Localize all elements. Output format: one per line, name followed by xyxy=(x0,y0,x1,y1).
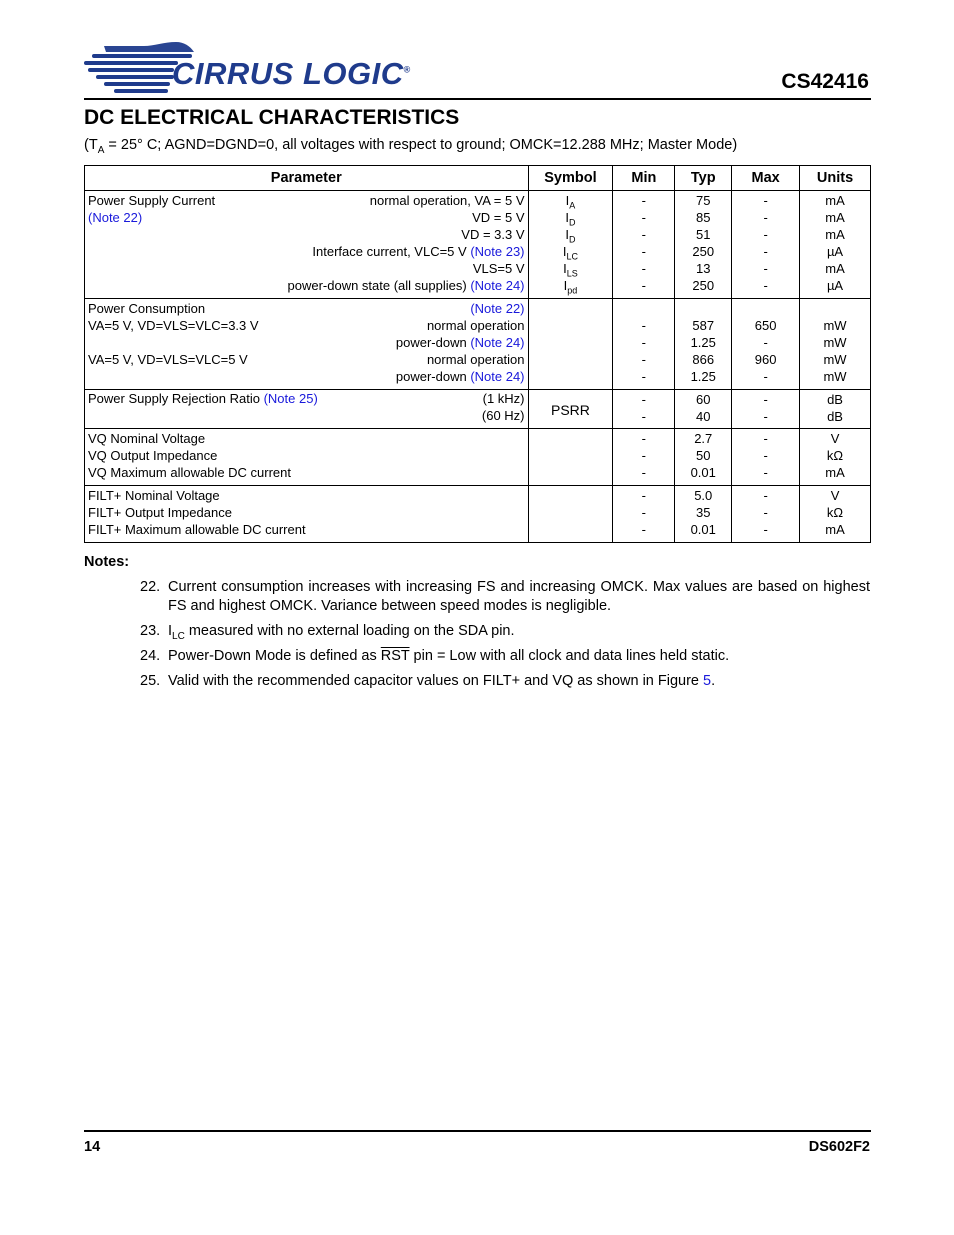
document-number: DS602F2 xyxy=(808,1139,870,1155)
note-25: 25. Valid with the recommended capacitor values on FILT+ and VQ as shown in Figure 5. xyxy=(140,673,716,689)
typ-cell: 587 1.25 866 1.25 xyxy=(675,299,732,390)
table-header-row xyxy=(85,166,871,191)
param-condition: (60 Hz) xyxy=(481,408,525,423)
header-rule xyxy=(84,98,871,100)
symbol-cell xyxy=(528,486,613,543)
max-cell: - - xyxy=(732,390,800,429)
units-cell: dB dB xyxy=(800,390,871,429)
min-cell: - - xyxy=(613,390,675,429)
max-cell: - - - - - - xyxy=(732,191,800,299)
logo-wordmark: CIRRUS LOGIC® xyxy=(172,56,411,91)
typ-cell: 75 85 51 250 13 250 xyxy=(675,191,732,299)
col-header-units: Units xyxy=(800,166,871,191)
note-link[interactable]: (Note 24) xyxy=(470,278,525,293)
param-condition: power-down xyxy=(395,335,471,350)
section-title: DC ELECTRICAL CHARACTERISTICS xyxy=(84,106,460,129)
col-header-max: Max xyxy=(732,166,800,191)
param-condition: VD = 3.3 V xyxy=(461,227,525,242)
param-label: VA=5 V, VD=VLS=VLC=3.3 V xyxy=(88,318,259,333)
param-condition: VD = 5 V xyxy=(472,210,525,225)
table-row xyxy=(85,486,871,543)
param-condition: power-down state (all supplies) xyxy=(287,278,471,293)
units-cell: V kΩ mA xyxy=(800,486,871,543)
table-row xyxy=(85,390,871,429)
col-header-typ: Typ xyxy=(675,166,732,191)
min-cell: - - - xyxy=(613,429,675,486)
param-condition: Interface current, VLC=5 V xyxy=(312,244,471,259)
note-23: 23. $I_{LC}$ measured with no external loading on the SDA pin. xyxy=(140,623,515,642)
param-condition: VLS=5 V xyxy=(472,261,525,276)
param-condition: normal operation, VA = 5 V xyxy=(369,193,525,208)
page-number: 14 xyxy=(84,1139,101,1155)
dc-characteristics-table xyxy=(84,165,871,543)
symbol-cell xyxy=(528,299,613,390)
col-header-parameter: Parameter xyxy=(85,166,529,191)
param-label: FILT+ Nominal Voltage xyxy=(88,488,220,503)
note-link[interactable]: (Note 22) xyxy=(470,301,525,316)
min-cell: - - - xyxy=(613,486,675,543)
note-link[interactable]: (Note 24) xyxy=(470,369,525,384)
part-number: CS42416 xyxy=(781,70,869,93)
symbol-cell xyxy=(528,429,613,486)
units-cell: V kΩ mA xyxy=(800,429,871,486)
param-label: Power Supply Rejection Ratio xyxy=(88,391,264,406)
test-conditions: ($T_A = 25^\circ$ C; AGND=DGND=0, all voltages with respect to ground; OMCK=12.288 MHz; Master Mode) xyxy=(84,137,738,156)
param-label: VA=5 V, VD=VLS=VLC=5 V xyxy=(88,352,248,367)
col-header-min: Min xyxy=(613,166,675,191)
parameter-cell xyxy=(85,191,529,299)
min-cell: - - - - - - xyxy=(613,191,675,299)
param-label: FILT+ Output Impedance xyxy=(88,505,232,520)
note-link[interactable]: (Note 25) xyxy=(263,391,318,406)
param-condition: (1 kHz) xyxy=(482,391,525,406)
figure-link[interactable]: 5 xyxy=(703,673,712,689)
symbol-cell: PSRR xyxy=(528,390,613,429)
max-cell: - - - xyxy=(732,486,800,543)
note-22: 22. Current consumption increases with increasing FS and increasing OMCK. Max values are based on highest FS and highest OMCK. Variance between speed modes is negligible. xyxy=(140,579,870,614)
table-row xyxy=(85,429,871,486)
parameter-cell xyxy=(85,299,529,390)
note-24: 24. Power-Down Mode is defined as $\overline{RST}$ pin = Low with all clock and data lines held static. xyxy=(140,648,730,664)
param-label: Power Supply Current xyxy=(88,193,216,208)
param-label: VQ Output Impedance xyxy=(88,448,218,463)
typ-cell: 2.7 50 0.01 xyxy=(675,429,732,486)
table-row xyxy=(85,191,871,299)
param-label: VQ Maximum allowable DC current xyxy=(88,465,292,480)
parameter-cell xyxy=(85,486,529,543)
units-cell: mA mA mA µA mA µA xyxy=(800,191,871,299)
col-header-symbol: Symbol xyxy=(528,166,613,191)
units-cell: mW mW mW mW xyxy=(800,299,871,390)
footer-rule xyxy=(84,1130,871,1132)
symbol-cell: $I_A$ $I_D$ $I_D$ $I_{LC}$ $I_{LS}$ $I_{pd}$ xyxy=(528,191,613,299)
note-link[interactable]: (Note 22) xyxy=(88,210,143,225)
param-condition: power-down xyxy=(395,369,471,384)
max-cell: - - - xyxy=(732,429,800,486)
typ-cell: 60 40 xyxy=(675,390,732,429)
param-label: Power Consumption xyxy=(88,301,206,316)
parameter-cell xyxy=(85,390,529,429)
param-label: FILT+ Maximum allowable DC current xyxy=(88,522,306,537)
min-cell: - - - - xyxy=(613,299,675,390)
note-link[interactable]: (Note 24) xyxy=(470,335,525,350)
typ-cell: 5.0 35 0.01 xyxy=(675,486,732,543)
notes-heading: Notes: xyxy=(84,554,130,570)
note-link[interactable]: (Note 23) xyxy=(470,244,525,259)
table-row xyxy=(85,299,871,390)
param-condition: normal operation xyxy=(426,352,525,367)
max-cell: 650 - 960 - xyxy=(732,299,800,390)
param-label: VQ Nominal Voltage xyxy=(88,431,206,446)
param-condition: normal operation xyxy=(426,318,525,333)
parameter-cell xyxy=(85,429,529,486)
